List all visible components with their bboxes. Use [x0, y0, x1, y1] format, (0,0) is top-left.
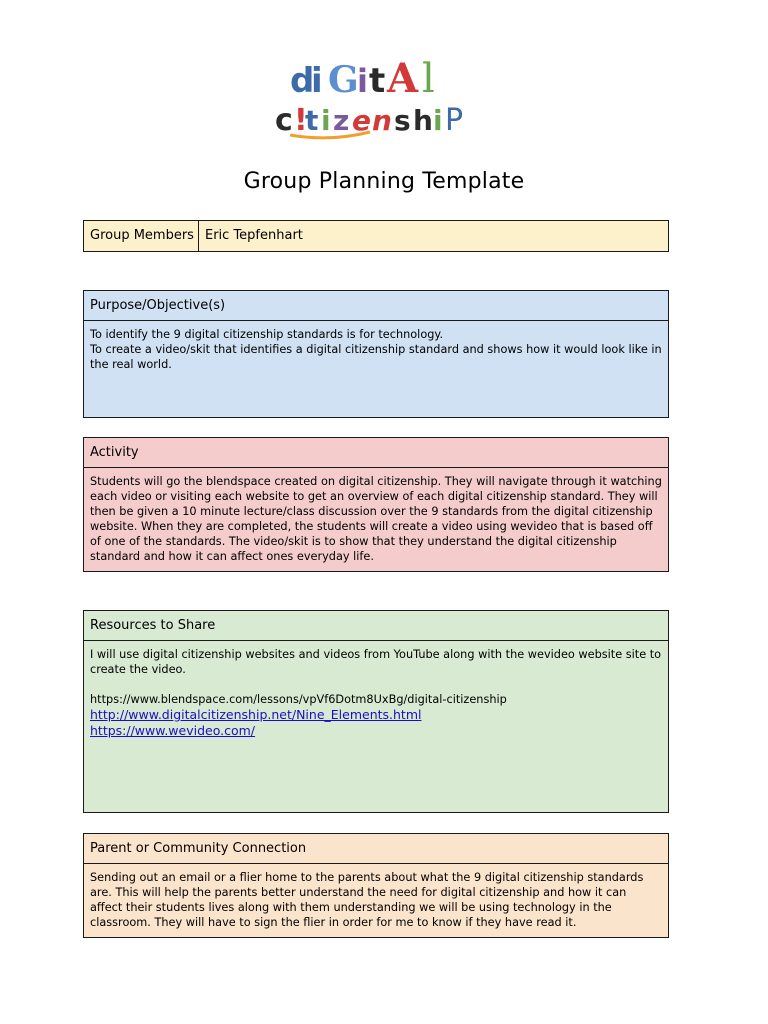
purpose-line: To identify the 9 digital citizenship standards is for technology. — [90, 328, 444, 341]
svg-text:P: P — [445, 103, 464, 138]
svg-text:c: c — [275, 103, 293, 138]
wevideo-link[interactable]: https://www.wevideo.com/ — [90, 723, 256, 738]
parent-community-section — [83, 833, 669, 938]
digitalcitizenship-link[interactable]: http://www.digitalcitizenship.net/Nine_Elements.html — [90, 707, 422, 722]
group-members-row — [83, 220, 669, 252]
svg-text:i: i — [311, 61, 323, 101]
group-members-label: Group Members — [84, 221, 199, 251]
page-title: Group Planning Template — [243, 169, 525, 194]
resources-header: Resources to Share — [84, 611, 668, 641]
svg-text:e: e — [352, 104, 371, 137]
svg-text:h: h — [413, 104, 433, 137]
resources-section — [83, 610, 669, 813]
group-members-value: Eric Tepfenhart — [205, 228, 303, 243]
svg-text:z: z — [333, 104, 350, 137]
purpose-line: To create a video/skit that identifies a digital citizenship standard and shows how it would look like in the real world. — [90, 343, 662, 371]
svg-text:i: i — [433, 104, 443, 137]
parent-community-body — [84, 864, 668, 936]
resources-intro: I will use digital citizenship websites and videos from YouTube along with the wevideo website site to create the video. — [90, 648, 662, 676]
purpose-header: Purpose/Objective(s) — [84, 291, 668, 321]
activity-text: Students will go the blendspace created on digital citizenship. They will navigate through it watching each video or visiting each website to get an overview of each digital citizenship standard. They will then be given a 10 minute lecture/class discussion over the 9 standards from the digital citizenship website. When they are completed, the students will create a video using wevideo that is based off of one of the standards. The video/skit is to show that they understand the digital citizenship standard and how it can affect ones everyday life. — [90, 475, 662, 563]
activity-header: Activity — [84, 438, 668, 468]
svg-text:A: A — [387, 55, 419, 102]
blendspace-url: https://www.blendspace.com/lessons/vpVf6Dotm8UxBg/digital-citizenship — [90, 693, 507, 706]
svg-text:i: i — [321, 104, 331, 137]
parent-community-header: Parent or Community Connection — [84, 834, 668, 864]
svg-text:s: s — [394, 104, 411, 137]
purpose-section — [83, 290, 669, 418]
activity-section — [83, 437, 669, 572]
svg-text:!: ! — [294, 103, 308, 138]
digital-citizenship-logo — [270, 50, 502, 140]
parent-community-text: Sending out an email or a flier home to the parents about what the 9 digital citizenship standards are. This will help the parents better understand the need for digital citizenship and how it can affect their students lives along with them understanding we will be using technology in the classroom. They will have to sign the flier in order for me to know if they have read it. — [90, 871, 644, 929]
resources-body — [84, 641, 668, 745]
activity-body — [84, 468, 668, 570]
purpose-body — [84, 321, 668, 378]
svg-text:G: G — [328, 59, 359, 101]
svg-text:t: t — [369, 61, 386, 101]
svg-text:d: d — [290, 61, 315, 101]
svg-text:i: i — [357, 62, 368, 100]
svg-text:l: l — [422, 56, 435, 102]
svg-text:n: n — [372, 104, 392, 137]
svg-text:t: t — [305, 104, 319, 137]
